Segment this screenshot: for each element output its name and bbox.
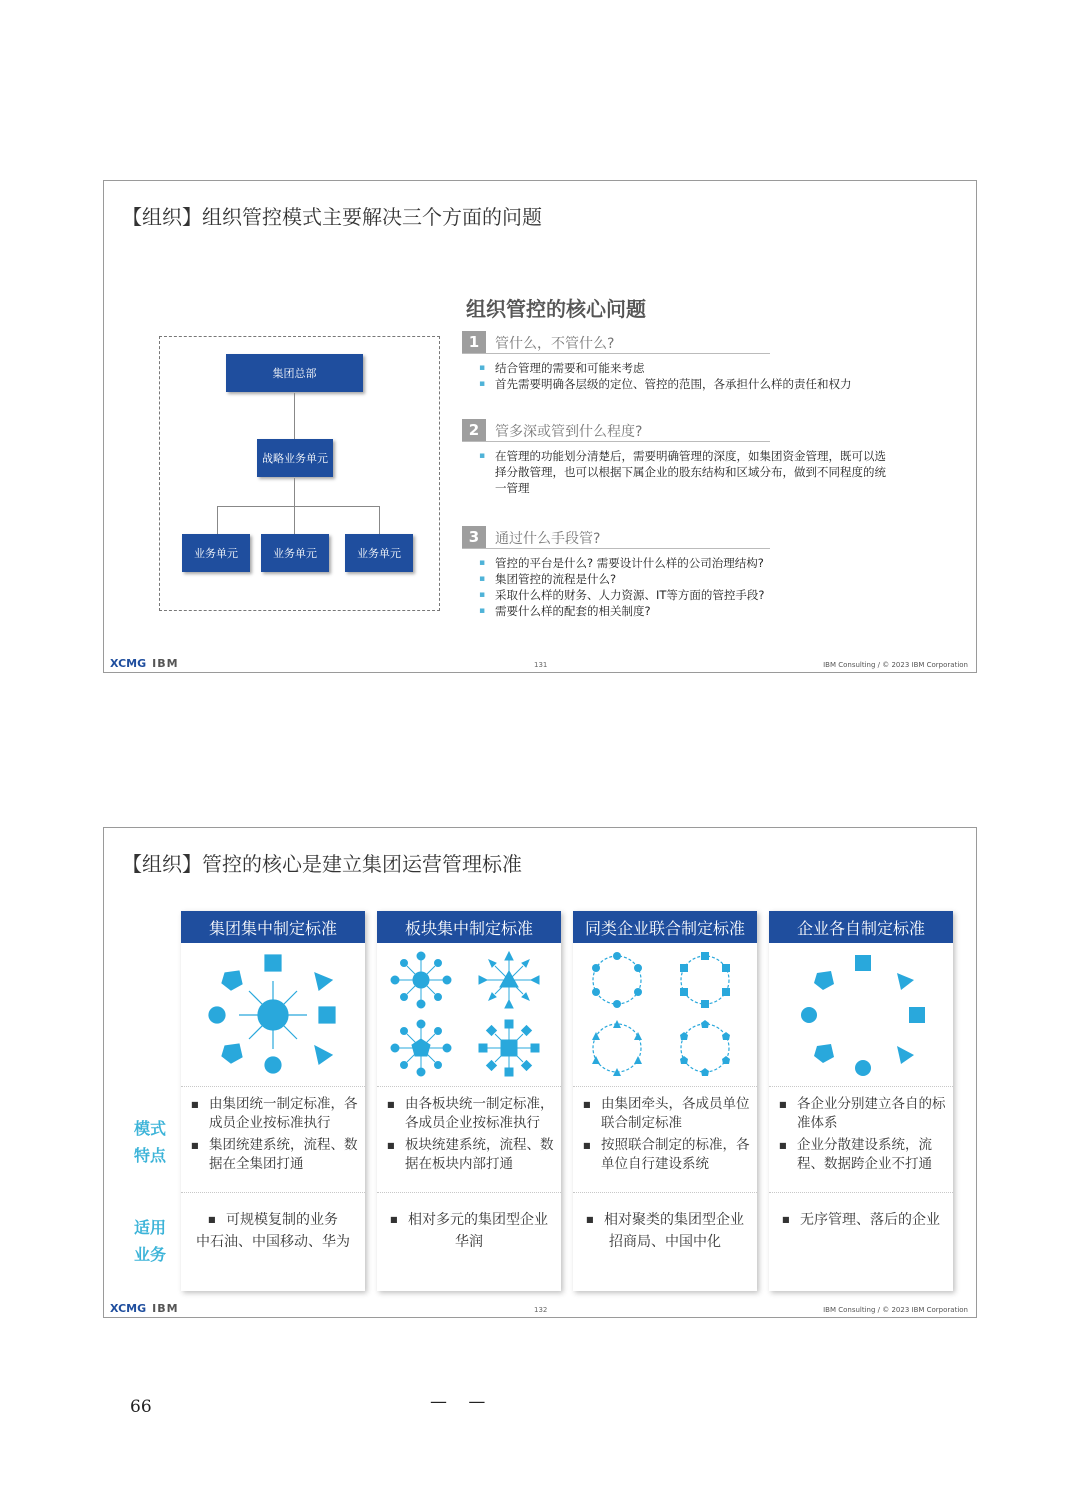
- business-item: ■ 无序管理、落后的企业: [775, 1209, 947, 1231]
- column-header: 集团集中制定标准: [181, 911, 365, 943]
- bullet: ▪ 集团管控的流程是什么?: [495, 571, 892, 587]
- row-label-business: 适用 业务: [134, 1218, 167, 1264]
- copyright: IBM Consulting / © 2023 IBM Corporation: [823, 1306, 968, 1314]
- model-column-2: [377, 911, 561, 1291]
- org-node-sbu: 战略业务单元: [257, 439, 333, 477]
- business-example: 华润: [455, 1234, 483, 1250]
- xcmg-ibm-logo: XCMG IBM: [110, 657, 179, 670]
- page-number: 66: [130, 1397, 152, 1417]
- page-dash: — —: [430, 1392, 494, 1412]
- question-title: 通过什么手段管?: [495, 531, 601, 547]
- question-1: [462, 331, 892, 392]
- slide-footer: [104, 1299, 976, 1317]
- scattered-shapes-diagram: [769, 943, 953, 1087]
- slide-number: 132: [534, 1306, 548, 1314]
- connector-line: [294, 506, 295, 534]
- question-title: 管什么，不管什么?: [495, 336, 615, 352]
- org-node-hq: 集团总部: [226, 354, 363, 392]
- feature-item: ■ 由各板块统一制定标准，各成员企业按标准执行: [405, 1095, 555, 1133]
- model-column-3: [573, 911, 757, 1291]
- feature-item: ■ 按照联合制定的标准，各单位自行建设系统: [601, 1136, 751, 1174]
- connector-line: [294, 478, 295, 506]
- peer-group-rings-diagram: [573, 943, 757, 1087]
- column-header: 板块集中制定标准: [377, 911, 561, 943]
- connector-line: [217, 506, 379, 507]
- slide-title: 【组织】管控的核心是建立集团运营管理标准: [122, 852, 522, 876]
- copyright: IBM Consulting / © 2023 IBM Corporation: [823, 661, 968, 669]
- org-chart-frame: [159, 336, 440, 611]
- business-example: 招商局、中国中化: [609, 1234, 721, 1250]
- bullet: ▪ 在管理的功能划分清楚后，需要明确管理的深度，如集团资金管理，既可以选择分散管理，也可以根据下属企业的股东结构和区域分布，做到不同程度的统一管理: [495, 448, 890, 496]
- question-title: 管多深或管到什么程度?: [495, 424, 643, 440]
- feature-item: ■ 板块统建系统，流程、数据在板块内部打通: [405, 1136, 555, 1174]
- slide-131: [103, 180, 977, 673]
- slide-title: 【组织】组织管控模式主要解决三个方面的问题: [122, 205, 542, 229]
- section-heading: 组织管控的核心问题: [466, 297, 646, 321]
- org-node-unit: 业务单元: [182, 534, 250, 572]
- business-example: 中石油、中国移动、华为: [196, 1234, 350, 1250]
- feature-item: ■ 各企业分别建立各自的标准体系: [797, 1095, 947, 1133]
- central-hub-diagram: [181, 943, 365, 1087]
- bullet: ▪ 结合管理的需要和可能来考虑: [495, 360, 892, 376]
- xcmg-ibm-logo: XCMG IBM: [110, 1302, 179, 1315]
- connector-line: [379, 506, 380, 534]
- org-node-unit: 业务单元: [261, 534, 329, 572]
- question-3: [462, 526, 892, 619]
- business-item: ■ 相对聚类的集团型企业: [579, 1209, 751, 1231]
- connector-line: [294, 393, 295, 439]
- question-number: 2: [462, 419, 486, 441]
- org-node-unit: 业务单元: [345, 534, 413, 572]
- slide-footer: [104, 654, 976, 672]
- business-item: ■ 相对多元的集团型企业: [383, 1209, 555, 1231]
- feature-item: ■ 由集团牵头，各成员单位联合制定标准: [601, 1095, 751, 1133]
- feature-item: ■ 集团统建系统，流程、数据在全集团打通: [209, 1136, 359, 1174]
- question-number: 1: [462, 331, 486, 353]
- column-header: 企业各自制定标准: [769, 911, 953, 943]
- question-number: 3: [462, 526, 486, 548]
- model-column-4: [769, 911, 953, 1291]
- model-column-1: [181, 911, 365, 1291]
- row-label-features: 模式 特点: [134, 1119, 167, 1165]
- slide-number: 131: [534, 661, 548, 669]
- business-item: ■ 可规模复制的业务: [187, 1209, 359, 1231]
- bullet: ▪ 管控的平台是什么? 需要设计什么样的公司治理结构?: [495, 555, 892, 571]
- bullet: ▪ 采取什么样的财务、人力资源、IT等方面的管控手段?: [495, 587, 892, 603]
- feature-item: ■ 由集团统一制定标准，各成员企业按标准执行: [209, 1095, 359, 1133]
- question-2: [462, 419, 892, 496]
- bullet: ▪ 需要什么样的配套的相关制度?: [495, 603, 892, 619]
- bullet: ▪ 首先需要明确各层级的定位、管控的范围，各承担什么样的责任和权力: [495, 376, 892, 392]
- connector-line: [217, 506, 218, 534]
- column-header: 同类企业联合制定标准: [573, 911, 757, 943]
- slide-132: [103, 827, 977, 1318]
- segment-hubs-diagram: [377, 943, 561, 1087]
- feature-item: ■ 企业分散建设系统，流程、数据跨企业不打通: [797, 1136, 947, 1174]
